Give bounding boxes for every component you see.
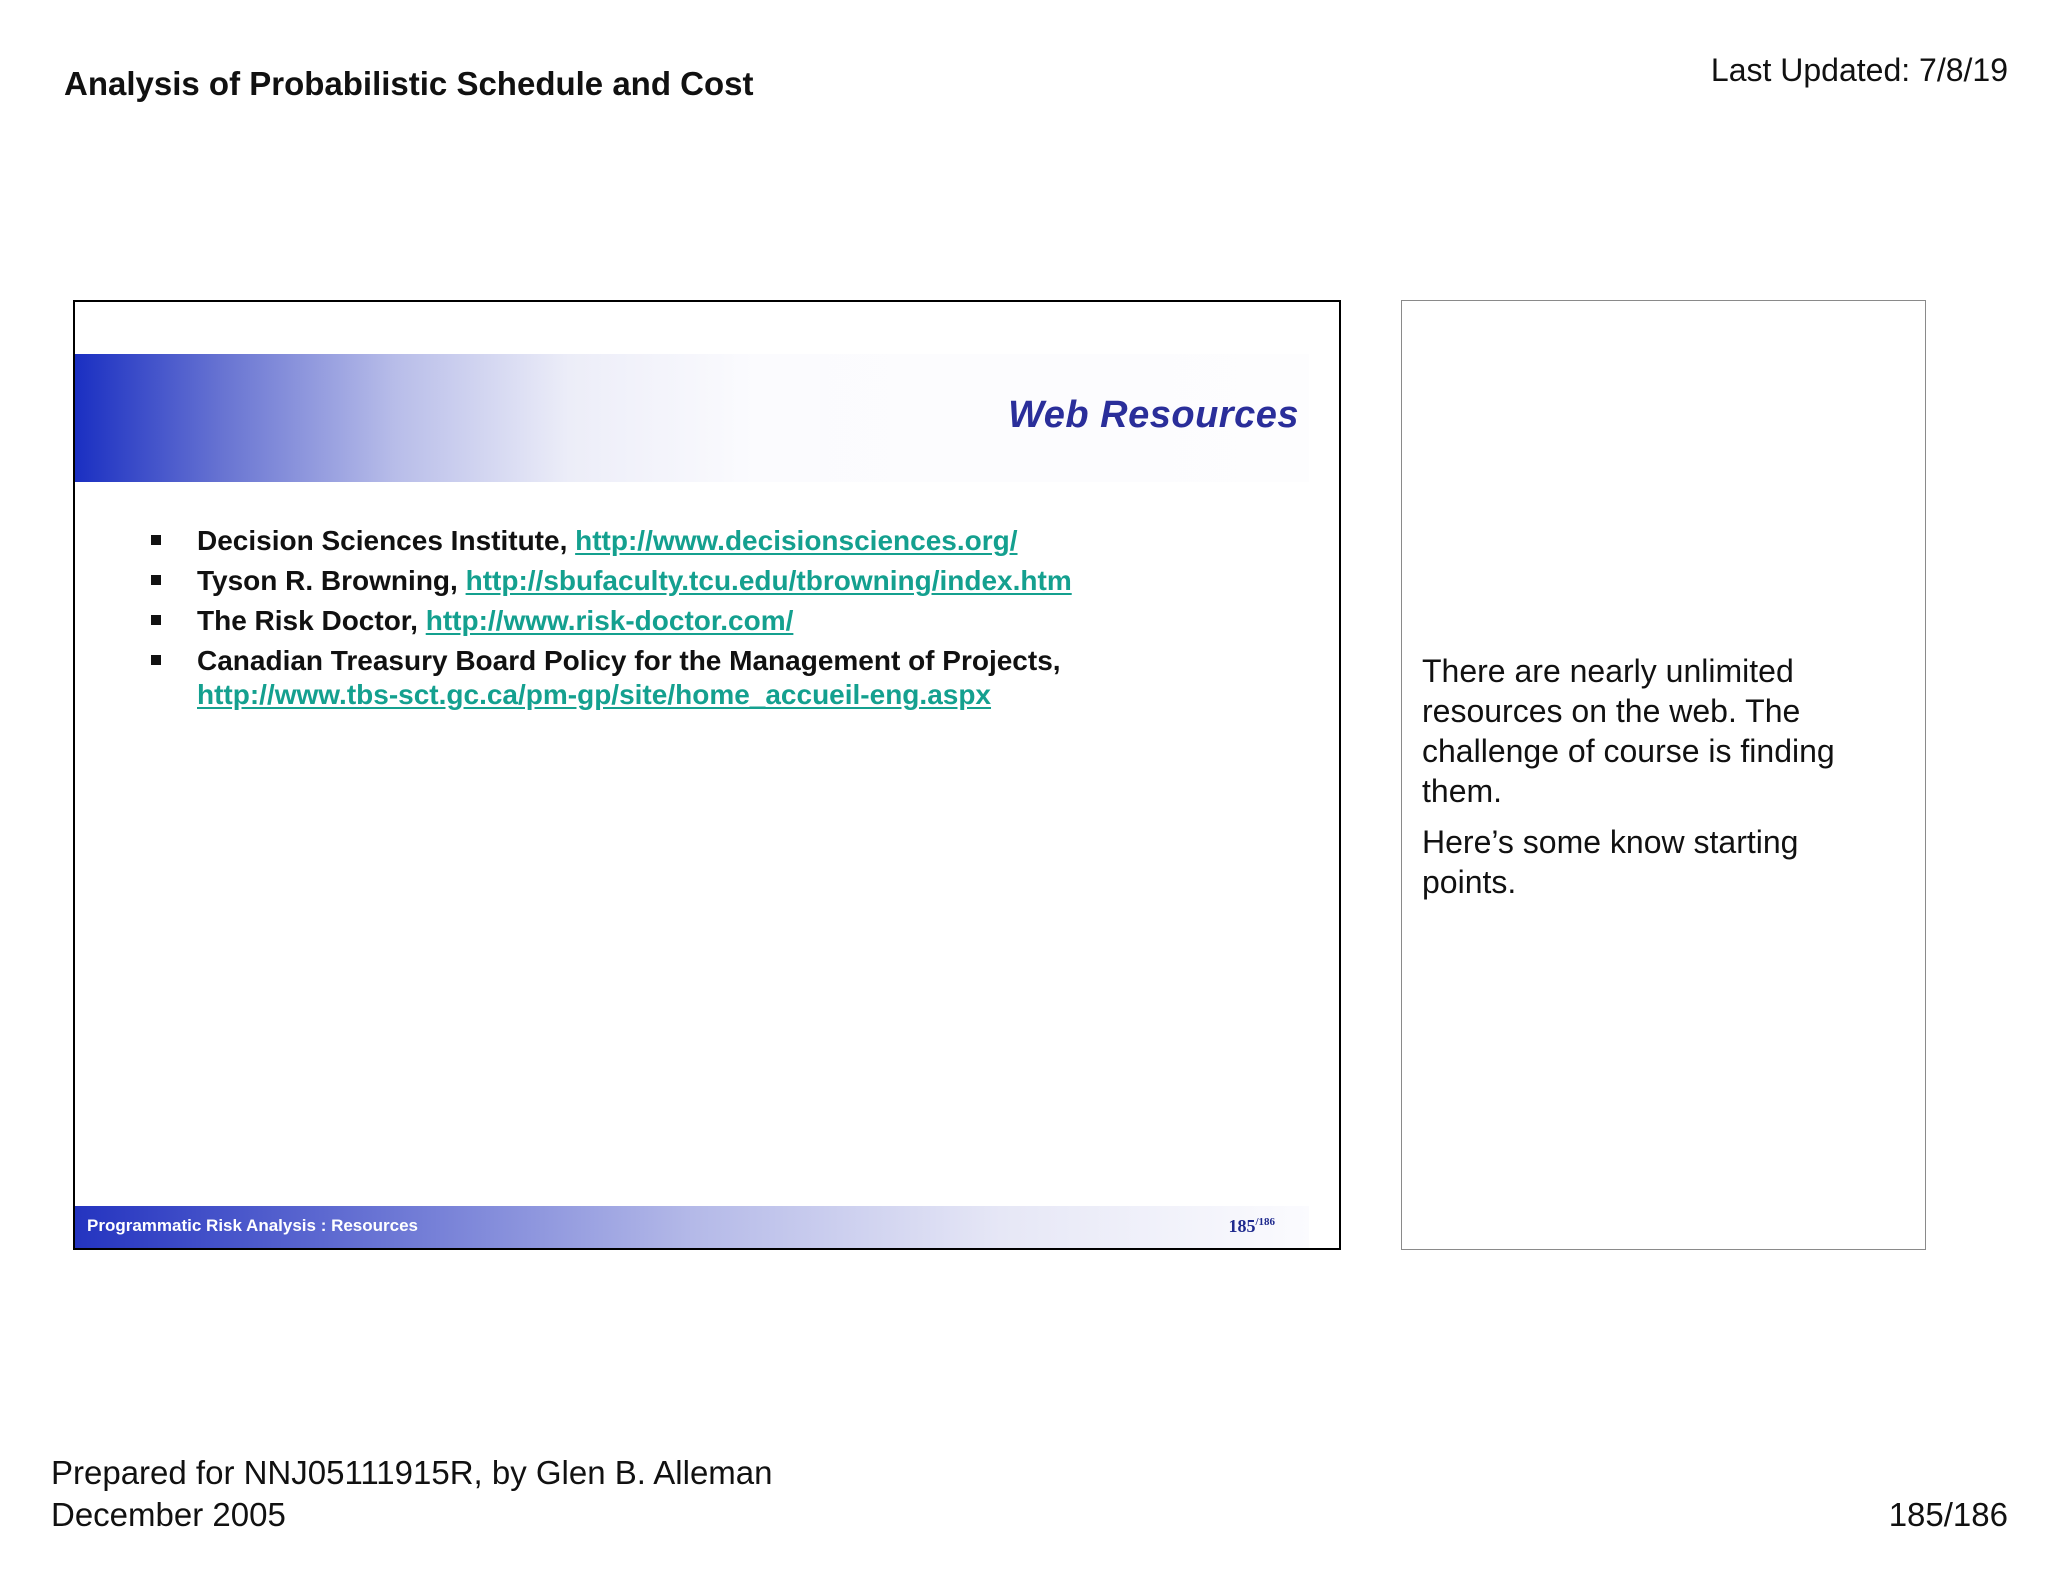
speaker-notes-box: [1401, 300, 1926, 1250]
resource-label: Canadian Treasury Board Policy for the Management of Projects,: [197, 645, 1061, 676]
list-item: [151, 524, 1271, 558]
prepared-line-author: Prepared for NNJ05111915R, by Glen B. Alleman: [51, 1454, 773, 1491]
resource-list: [151, 524, 1271, 718]
resource-label: Tyson R. Browning,: [197, 565, 466, 596]
list-item: [151, 644, 1271, 712]
document-title: Analysis of Probabilistic Schedule and Cost: [64, 65, 754, 102]
page-number: 185/186: [1888, 1496, 2008, 1533]
slide-title: Web Resources: [1008, 394, 1299, 436]
slide-thumbnail: [73, 300, 1341, 1250]
prepared-line-date: December 2005: [51, 1496, 286, 1533]
last-updated-date: Last Updated: 7/8/19: [1710, 52, 2008, 88]
list-item: [151, 604, 1271, 638]
resource-link-risk-doctor[interactable]: http://www.risk-doctor.com/: [425, 605, 794, 636]
prepared-for: [51, 1452, 773, 1536]
resource-link-decision-sciences[interactable]: http://www.decisionsciences.org/: [575, 525, 1018, 556]
slide-footer-text: Programmatic Risk Analysis : Resources: [87, 1216, 419, 1235]
resource-link-browning[interactable]: http://sbufaculty.tcu.edu/tbrowning/index.htm: [465, 565, 1072, 596]
notes-paragraph: There are nearly unlimited resources on the web. The challenge of course is finding them.: [1422, 653, 1835, 809]
speaker-notes-text: [1422, 651, 1892, 913]
resource-link-treasury-board[interactable]: http://www.tbs-sct.gc.ca/pm-gp/site/home_accueil-eng.aspx: [197, 679, 992, 710]
resource-label: Decision Sciences Institute,: [197, 525, 576, 556]
resource-label: The Risk Doctor,: [197, 605, 426, 636]
list-item: [151, 564, 1271, 598]
slide-page-current: 185: [1228, 1216, 1256, 1236]
slide-footer-bar: [75, 1206, 1309, 1248]
slide-page-number: [1228, 1216, 1275, 1237]
notes-paragraph: Here’s some know starting points.: [1422, 824, 1799, 900]
slide-page-total: /186: [1255, 1216, 1275, 1228]
